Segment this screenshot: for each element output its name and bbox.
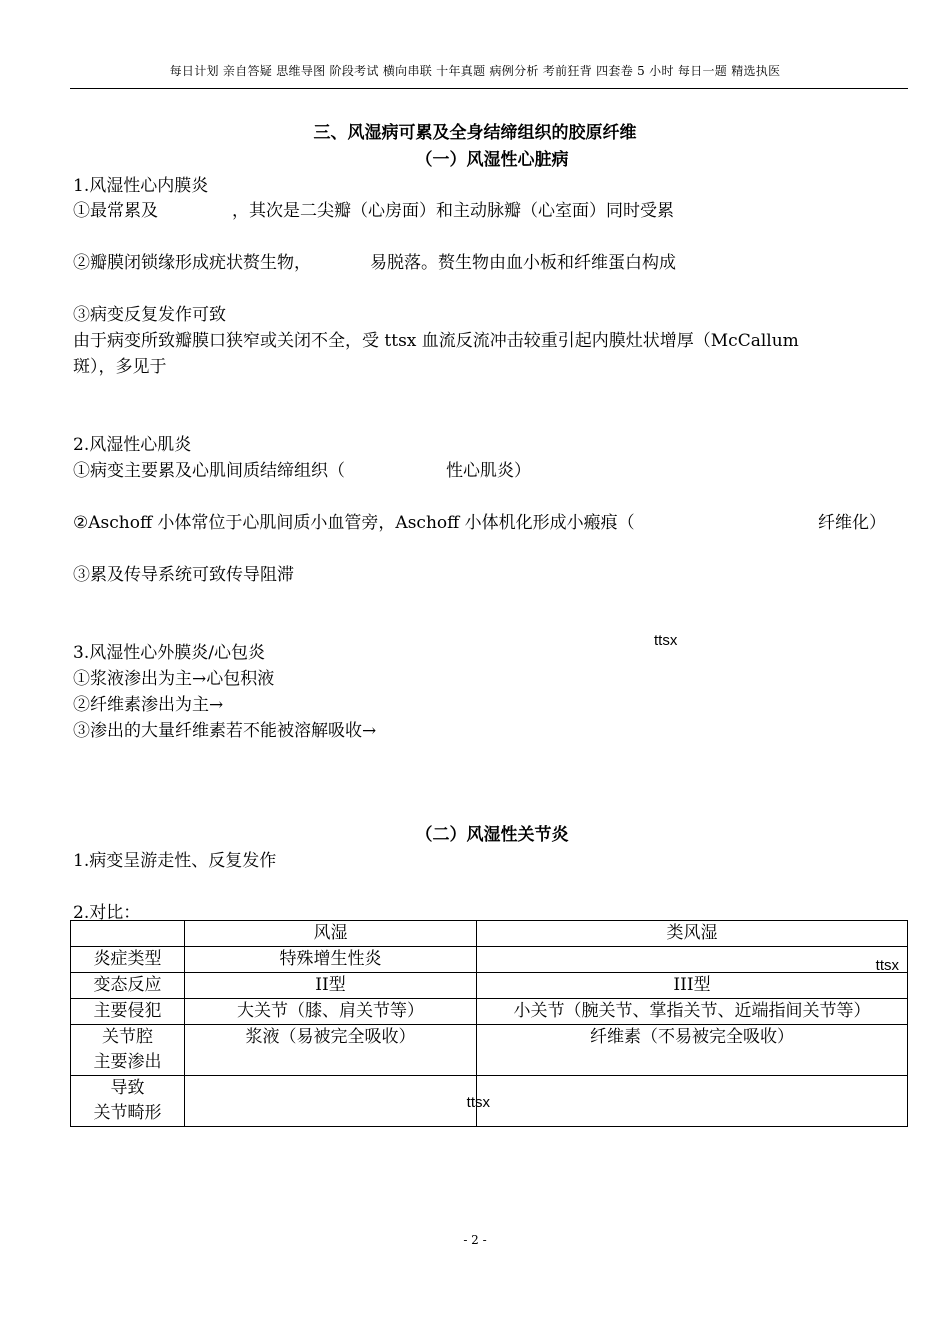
- table-row-label-line2: 关节畸形: [93, 1103, 162, 1123]
- page-header: 每日计划 亲自答疑 思维导图 阶段考试 横向串联 十年真题 病例分析 考前狂背 四套卷 5 小时 每日一题 精选执医: [169, 64, 781, 78]
- myocarditis-item3: ③累及传导系统可致传导阻滞: [73, 565, 294, 585]
- endocarditis-item3: ③病变反复发作可致: [73, 305, 226, 325]
- table-header-cell: 类风湿: [477, 921, 908, 947]
- arthritis-point1: 1.病变呈游走性、反复发作: [73, 851, 277, 871]
- myocarditis-heading: 2.风湿性心肌炎: [73, 435, 192, 455]
- endocarditis-item2-b: 易脱落。赘生物由血小板和纤维蛋白构成: [370, 253, 676, 273]
- table-cell-rheum: 浆液（易被完全吸收）: [185, 1025, 477, 1076]
- pericarditis-item1: ①浆液渗出为主→心包积液: [73, 669, 275, 689]
- pericarditis-item3: ③渗出的大量纤维素若不能被溶解吸收→: [73, 721, 377, 741]
- endocarditis-item3-detail2: 斑），多见于: [73, 357, 167, 377]
- endocarditis-item1-b: ，其次是二尖瓣（心房面）和主动脉瓣（心室面）同时受累: [232, 201, 674, 221]
- endocarditis-heading: 1.风湿性心内膜炎: [73, 176, 209, 196]
- pericarditis-item2: ②纤维素渗出为主→: [73, 695, 224, 715]
- table-cell-rheum: II型: [185, 973, 477, 999]
- myocarditis-item2-a: ②Aschoff 小体常位于心肌间质小血管旁，Aschoff 小体机化形成小瘢痕（: [73, 513, 635, 533]
- endocarditis-item1-a: ①最常累及: [73, 201, 158, 221]
- table-cell-ra: [477, 1076, 908, 1127]
- table-row-label: [71, 1025, 185, 1076]
- table-cell-ra: III型: [477, 973, 908, 999]
- table-cell-rheum: [185, 1076, 490, 1127]
- endocarditis-item2-a: ②瓣膜闭锁缘形成疣状赘生物，: [73, 253, 311, 273]
- table-row-label-line2: 主要渗出: [93, 1052, 162, 1072]
- table-header-row: [71, 921, 908, 947]
- subsection-title-joint: （二）风湿性关节炎: [415, 825, 569, 845]
- table-row-label-line1: 关节腔: [102, 1027, 153, 1047]
- table-cell-ra: 纤维素（不易被完全吸收）: [477, 1025, 908, 1076]
- endocarditis-item3-detail: 由于病变所致瓣膜口狭窄或关闭不全，受 ttsx 血流反流冲击较重引起内膜灶状增厚（McCallum: [73, 331, 799, 351]
- table-row-label: 主要侵犯: [71, 999, 185, 1025]
- ttsx-watermark: ttsx: [875, 957, 899, 974]
- table-header-cell: 风湿: [185, 921, 477, 947]
- table-header-cell: [71, 921, 185, 947]
- ttsx-watermark: ttsx: [466, 1094, 490, 1111]
- table-row: [71, 999, 908, 1025]
- page-number: - 2 -: [463, 1233, 487, 1247]
- section-title: 三、风湿病可累及全身结缔组织的胶原纤维: [313, 123, 637, 143]
- header-divider: [70, 88, 908, 89]
- table-row: [71, 1076, 908, 1127]
- table-cell-ra: 小关节（腕关节、掌指关节、近端指间关节等）: [477, 999, 908, 1025]
- table-row-label: 变态反应: [71, 973, 185, 999]
- table-row-label: 炎症类型: [71, 947, 185, 973]
- table-cell-rheum: 大关节（膝、肩关节等）: [185, 999, 477, 1025]
- table-row-label-line1: 导致: [110, 1078, 145, 1098]
- subsection-title-heart: （一）风湿性心脏病: [415, 150, 569, 170]
- myocarditis-item1-a: ①病变主要累及心肌间质结缔组织（: [73, 461, 345, 481]
- ttsx-watermark: ttsx: [654, 632, 678, 649]
- arthritis-point2: 2.对比：: [73, 903, 141, 923]
- table-row: [71, 1025, 908, 1076]
- table-row-label: [71, 1076, 185, 1127]
- comparison-table: [70, 920, 908, 1127]
- pericarditis-heading: 3.风湿性心外膜炎/心包炎: [73, 643, 265, 663]
- table-cell-rheum: 特殊增生性炎: [185, 947, 477, 973]
- table-cell-ra: [477, 947, 908, 973]
- myocarditis-item1-b: 性心肌炎）: [446, 461, 531, 481]
- table-row: [71, 947, 908, 973]
- table-row: [71, 973, 908, 999]
- myocarditis-item2-b: 纤维化）: [818, 513, 886, 533]
